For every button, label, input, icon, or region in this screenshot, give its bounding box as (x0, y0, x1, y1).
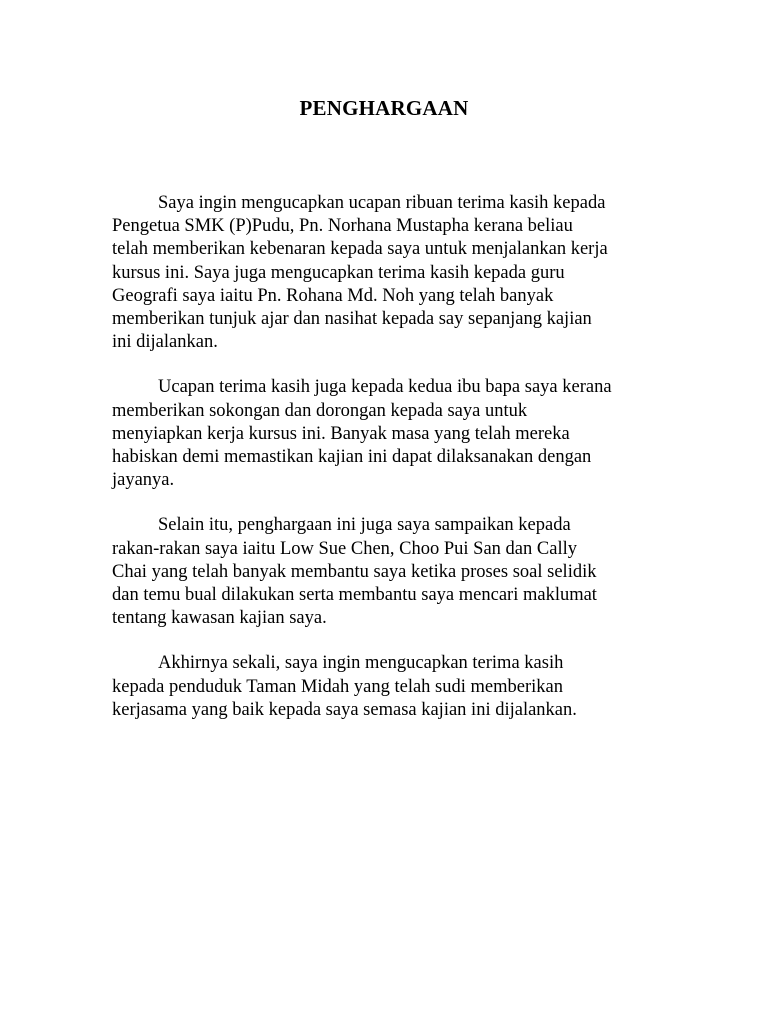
paragraph-line: rakan-rakan saya iaitu Low Sue Chen, Choo Pui San dan Cally (112, 538, 577, 559)
paragraph-2 (112, 376, 652, 492)
paragraph-line: habiskan demi memastikan kajian ini dapat dilaksanakan dengan (112, 447, 592, 468)
paragraph-line: dan temu bual dilakukan serta membantu saya mencari maklumat (112, 585, 597, 606)
paragraph-line: ini dijalankan. (112, 332, 218, 353)
paragraph-line: kursus ini. Saya juga mengucapkan terima kasih kepada guru (112, 262, 565, 283)
paragraph-line: Chai yang telah banyak membantu saya ketika proses soal selidik (112, 561, 597, 582)
paragraph-3 (112, 514, 652, 630)
document-body (112, 192, 652, 744)
paragraph-line: memberikan sokongan dan dorongan kepada saya untuk (112, 400, 528, 421)
paragraph-line: memberikan tunjuk ajar dan nasihat kepada say sepanjang kajian (112, 309, 592, 330)
paragraph-line: Pengetua SMK (P)Pudu, Pn. Norhana Mustapha kerana beliau (112, 216, 573, 237)
paragraph-line: Geografi saya iaitu Pn. Rohana Md. Noh yang telah banyak (112, 285, 554, 306)
paragraph-1 (112, 192, 652, 354)
paragraph-line: Saya ingin mengucapkan ucapan ribuan terima kasih kepada (158, 193, 606, 213)
paragraph-line: telah memberikan kebenaran kepada saya untuk menjalankan kerja (112, 239, 608, 260)
paragraph-line: Akhirnya sekali, saya ingin mengucapkan terima kasih (158, 653, 564, 674)
paragraph-line: menyiapkan kerja kursus ini. Banyak masa yang telah mereka (112, 423, 570, 444)
paragraph-line: kerjasama yang baik kepada saya semasa kajian ini dijalankan. (112, 699, 577, 720)
paragraph-line: jayanya. (112, 470, 175, 491)
paragraph-line: tentang kawasan kajian saya. (112, 608, 327, 629)
page-title: PENGHARGAAN (299, 96, 469, 120)
paragraph-line: Selain itu, penghargaan ini juga saya sampaikan kepada (158, 515, 571, 536)
paragraph-4 (112, 652, 652, 722)
paragraph-line: Ucapan terima kasih juga kepada kedua ibu bapa saya kerana (158, 377, 612, 398)
paragraph-line: kepada penduduk Taman Midah yang telah sudi memberikan (112, 676, 563, 697)
